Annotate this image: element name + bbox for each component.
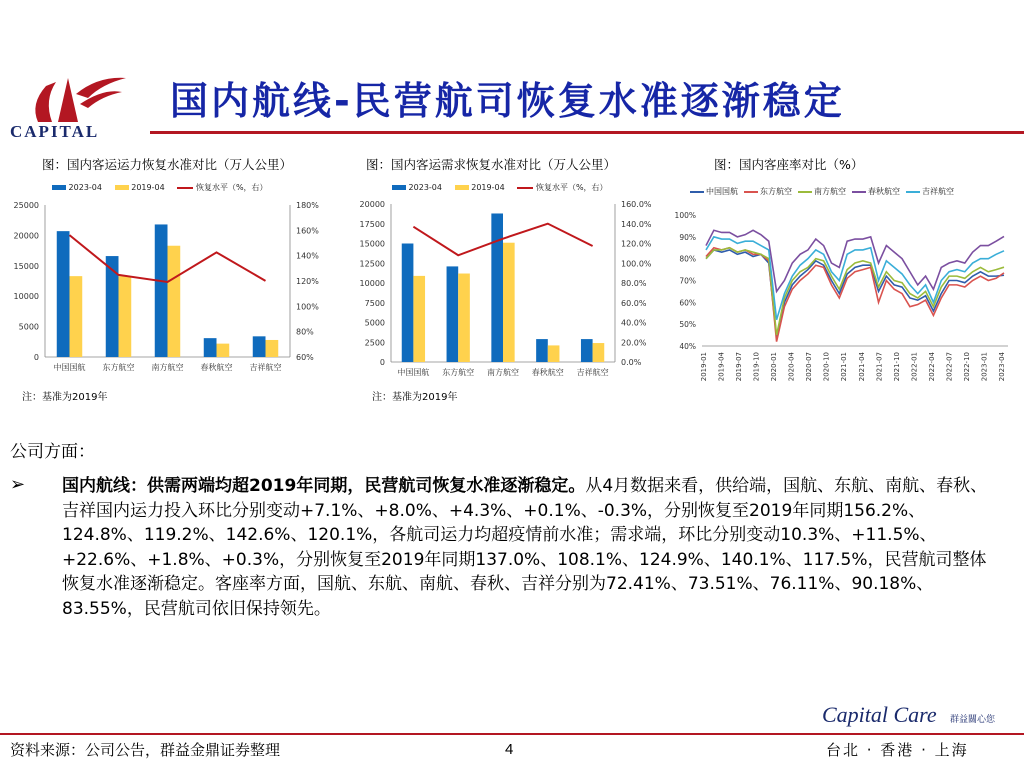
- bar-2019: [266, 340, 279, 357]
- legend-swatch-2023: [52, 185, 66, 190]
- left-tick-label: 25000: [13, 201, 39, 210]
- legend-swatch-ratio: [517, 187, 533, 189]
- bar-2023: [253, 336, 266, 357]
- header-rule: [150, 131, 1024, 134]
- x-tick-label: 2023-01: [980, 352, 989, 382]
- company-heading: 公司方面：: [10, 442, 95, 462]
- bar-2023: [581, 339, 593, 362]
- y-tick-label: 80%: [679, 254, 696, 264]
- x-tick-label: 2022-07: [945, 352, 954, 382]
- left-tick-label: 0: [33, 353, 39, 362]
- category-label: 东方航空: [442, 368, 475, 377]
- y-tick-label: 40%: [679, 342, 696, 351]
- category-label: 中国国航: [397, 368, 430, 377]
- load-chart: [668, 200, 1013, 395]
- x-tick-label: 2019-07: [735, 352, 744, 382]
- right-tick-label: 80.0%: [621, 279, 647, 288]
- left-tick-label: 15000: [359, 239, 385, 249]
- load-legend: [690, 186, 960, 197]
- bar-2019: [70, 276, 83, 357]
- right-tick-label: 140%: [296, 251, 319, 261]
- category-label: 春秋航空: [531, 368, 564, 377]
- bar-2023: [402, 244, 414, 363]
- bar-2023: [106, 256, 119, 357]
- legend-swatch: [852, 191, 866, 193]
- legend-label: 春秋航空: [868, 187, 900, 196]
- legend-ratio: 恢复水平（%，右）: [535, 183, 608, 192]
- legend-swatch-2019: [115, 185, 129, 190]
- left-tick-label: 5000: [364, 318, 385, 328]
- legend-2019: 2019-04: [471, 183, 505, 192]
- bar-2023: [536, 339, 548, 362]
- bar-2019: [548, 345, 560, 362]
- source-note: 资料来源：公司公告，群益金鼎证券整理: [10, 741, 281, 759]
- right-tick-label: 0.0%: [621, 358, 642, 367]
- capital-logo-mark: [18, 74, 133, 124]
- category-label: 吉祥航空: [249, 363, 282, 372]
- category-label: 南方航空: [151, 363, 184, 372]
- x-tick-label: 2022-04: [927, 352, 936, 382]
- right-tick-label: 60.0%: [621, 298, 647, 308]
- legend-label: 中国国航: [706, 187, 738, 196]
- series-line: [706, 237, 1004, 320]
- x-tick-label: 2020-07: [805, 352, 814, 382]
- legend-label: 吉祥航空: [922, 187, 954, 196]
- right-tick-label: 160%: [296, 226, 319, 236]
- bar-2023: [491, 213, 503, 362]
- left-tick-label: 10000: [13, 292, 39, 302]
- category-label: 吉祥航空: [576, 368, 609, 377]
- legend-2019: 2019-04: [131, 183, 165, 192]
- x-tick-label: 2021-10: [892, 352, 901, 382]
- bar-2019: [168, 246, 181, 357]
- right-tick-label: 160.0%: [621, 200, 652, 209]
- x-tick-label: 2020-04: [787, 352, 796, 382]
- legend-swatch-2019: [455, 185, 469, 190]
- capital-care-tagline: 群益關心您: [950, 715, 996, 725]
- bar-2019: [119, 276, 132, 357]
- demand-note: 注：基准为2019年: [372, 392, 458, 403]
- left-tick-label: 7500: [364, 298, 385, 308]
- right-tick-label: 60%: [296, 353, 314, 362]
- bar-2019: [413, 276, 425, 362]
- legend-swatch: [906, 191, 920, 193]
- y-tick-label: 60%: [679, 298, 696, 308]
- legend-item: [798, 187, 846, 196]
- right-tick-label: 140.0%: [621, 219, 652, 229]
- right-tick-label: 100%: [296, 302, 319, 312]
- bar-2023: [155, 224, 168, 357]
- page-title: 国内航线-民营航司恢复水准逐渐稳定: [170, 79, 845, 123]
- legend-swatch: [798, 191, 812, 193]
- legend-item: [744, 187, 792, 196]
- bar-2019: [503, 243, 515, 362]
- x-tick-label: 2022-01: [910, 352, 919, 382]
- legend-label: 南方航空: [814, 187, 846, 196]
- legend-swatch-ratio: [177, 187, 193, 189]
- category-label: 春秋航空: [200, 363, 233, 372]
- capacity-legend: [52, 182, 268, 193]
- right-tick-label: 40.0%: [621, 318, 647, 328]
- legend-item: [906, 187, 954, 196]
- bar-2023: [447, 266, 459, 362]
- legend-swatch: [690, 191, 704, 193]
- category-label: 东方航空: [102, 363, 135, 372]
- left-tick-label: 10000: [359, 279, 385, 288]
- demand-legend: [392, 182, 608, 193]
- right-tick-label: 100.0%: [621, 259, 652, 269]
- x-tick-label: 2023-04: [998, 352, 1006, 382]
- y-tick-label: 70%: [679, 276, 696, 286]
- x-tick-label: 2019-01: [700, 352, 708, 382]
- left-tick-label: 17500: [359, 219, 385, 229]
- legend-swatch-2023: [392, 185, 406, 190]
- legend-item: [690, 187, 738, 196]
- legend-label: 东方航空: [760, 187, 792, 196]
- bar-2019: [458, 274, 470, 362]
- bullet-arrow-icon: ➢: [10, 474, 26, 495]
- left-tick-label: 0: [379, 358, 385, 367]
- y-tick-label: 90%: [679, 232, 696, 242]
- y-tick-label: 50%: [679, 320, 696, 330]
- bar-2019: [217, 344, 230, 357]
- legend-2023: 2023-04: [408, 183, 442, 192]
- right-tick-label: 120.0%: [621, 239, 652, 249]
- right-tick-label: 180%: [296, 201, 319, 210]
- x-tick-label: 2022-10: [962, 352, 971, 382]
- right-tick-label: 120%: [296, 277, 319, 286]
- legend-swatch: [744, 191, 758, 193]
- office-cities: 台北 · 香港 · 上海: [826, 741, 969, 759]
- demand-chart-caption: 图：国内客运需求恢复水准对比（万人公里）: [366, 157, 617, 172]
- left-tick-label: 20000: [359, 200, 385, 209]
- left-tick-label: 20000: [13, 231, 39, 241]
- category-label: 南方航空: [487, 368, 519, 377]
- demand-chart: [345, 195, 665, 380]
- capital-logo-text: CAPITAL: [10, 122, 100, 141]
- x-tick-label: 2020-10: [822, 352, 831, 382]
- left-tick-label: 2500: [364, 338, 385, 348]
- right-tick-label: 80%: [296, 327, 314, 337]
- analysis-paragraph: [62, 474, 998, 621]
- legend-ratio: 恢复水平（%，右）: [195, 183, 268, 192]
- capital-care-logo: Capital Care: [822, 702, 937, 727]
- x-tick-label: 2021-07: [875, 352, 884, 382]
- right-tick-label: 20.0%: [621, 338, 647, 348]
- category-label: 中国国航: [53, 363, 86, 372]
- x-tick-label: 2021-04: [857, 352, 866, 382]
- x-tick-label: 2019-10: [752, 352, 761, 382]
- bar-2019: [593, 343, 605, 362]
- paragraph-body: 从4月数据来看，供给端，国航、东航、南航、春秋、吉祥国内运力投入环比分别变动+7.1%、+8.0%、+4.3%、+0.1%、-0.3%，分别恢复至2019年同期156.2%、124.8%、119.2%、142.6%、120.1%，各航司运力均超疫情前水准；需求端，环比分别变动10.3%、+11.5%、+22.6%、+1.8%、+0.3%，分别恢复至2019年同期137.0%、108.1%、124.9%、140.1%、117.5%，民营航司整体恢复水准逐渐稳定。客座率方面，国航、东航、南航、春秋、吉祥分别为72.41%、73.51%、76.11%、90.18%、83.55%，民营航司依旧保持领先。: [62, 476, 988, 619]
- capacity-chart: [0, 195, 335, 380]
- paragraph-lead: 国内航线：供需两端均超2019年同期，民营航司恢复水准逐渐稳定。: [62, 476, 586, 496]
- legend-item: [852, 187, 900, 196]
- left-tick-label: 12500: [359, 259, 385, 269]
- x-tick-label: 2021-01: [840, 352, 849, 382]
- bar-2023: [204, 338, 217, 357]
- y-tick-label: 100%: [674, 211, 696, 220]
- bar-2023: [57, 231, 70, 357]
- legend-2023: 2023-04: [68, 183, 102, 192]
- capacity-chart-caption: 图：国内客运运力恢复水准对比（万人公里）: [42, 157, 293, 172]
- page-number: 4: [505, 741, 514, 758]
- left-tick-label: 5000: [18, 322, 39, 332]
- footer-rule: [0, 733, 1024, 735]
- capacity-note: 注：基准为2019年: [22, 392, 108, 403]
- series-line: [706, 230, 1004, 291]
- left-tick-label: 15000: [13, 261, 39, 271]
- load-chart-caption: 图：国内客座率对比（%）: [714, 157, 864, 172]
- x-tick-label: 2019-04: [717, 352, 726, 382]
- x-tick-label: 2020-01: [770, 352, 779, 382]
